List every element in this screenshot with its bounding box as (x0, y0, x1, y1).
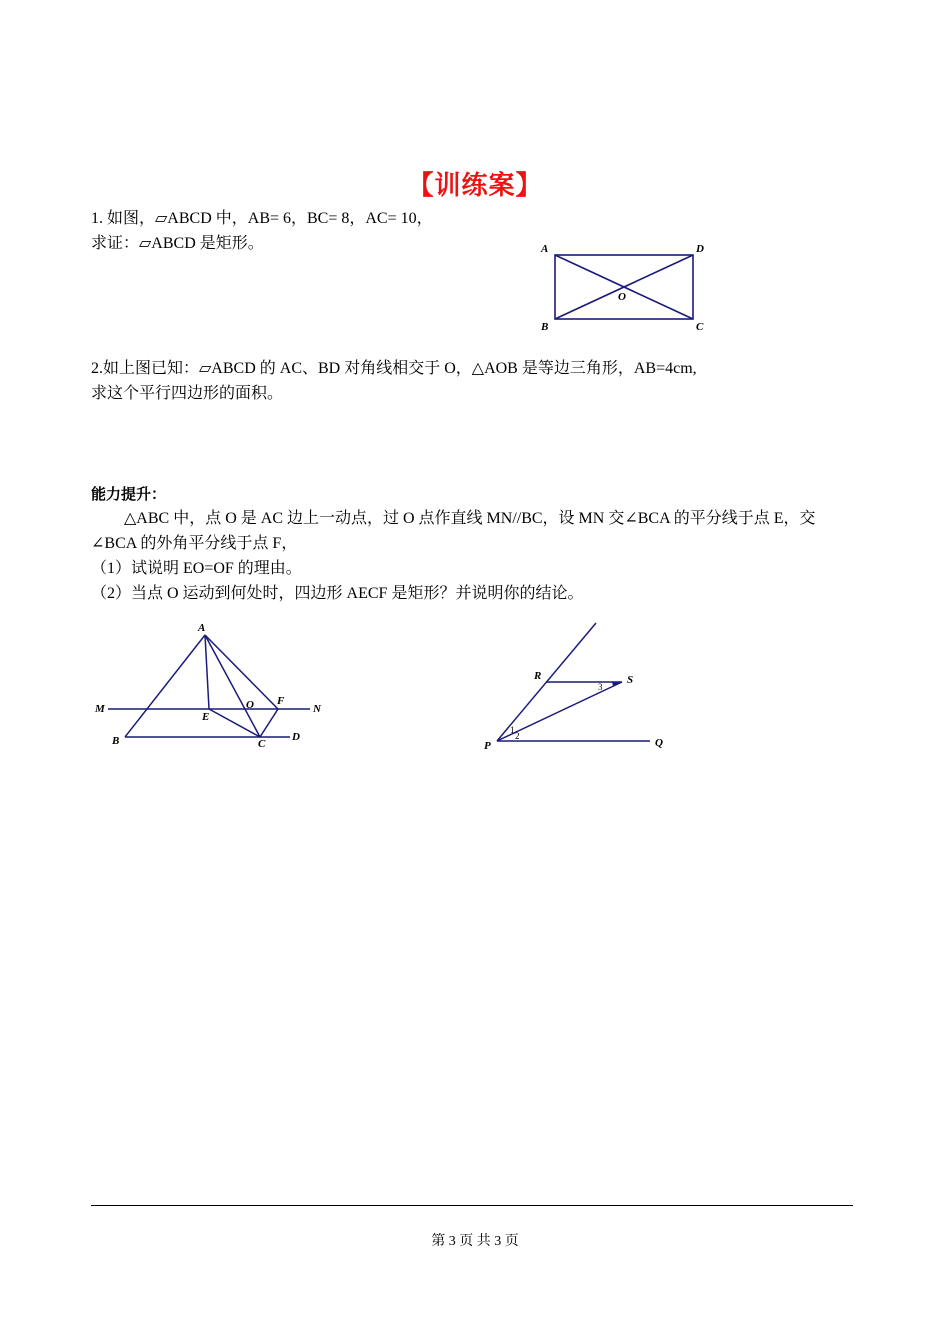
fig2-label-m: M (95, 703, 105, 715)
fig1-label-o: O (618, 291, 626, 303)
ability-line1: △ABC 中，点 O 是 AC 边上一动点，过 O 点作直线 MN//BC，设 MN 交∠BCA 的平分线于点 E，交 (124, 510, 816, 527)
fig2-label-n: N (313, 703, 321, 715)
fig3-label-p: P (484, 740, 491, 752)
page-number: 第 3 页 共 3 页 (431, 1234, 519, 1249)
ability-question1: （1）试说明 EO=OF 的理由。 (91, 560, 302, 577)
section-title: 【训练案】 (407, 171, 543, 201)
fig3-label-s: S (627, 674, 634, 686)
fig2-label-b: B (112, 735, 120, 747)
fig2-label-e: E (202, 711, 210, 723)
ability-line2: ∠BCA 的外角平分线于点 F， (91, 535, 298, 552)
fig2-label-o: O (246, 699, 254, 711)
problem1-line2: 求证：▱ABCD 是矩形。 (91, 235, 264, 252)
fig3-angle-2: 2 (515, 731, 520, 741)
fig1-label-d: D (696, 243, 704, 255)
fig2-label-f: F (277, 695, 285, 707)
fig3-angle-1: 1 (510, 725, 515, 735)
ability-question2: （2）当点 O 运动到何处时，四边形 AECF 是矩形？并说明你的结论。 (91, 585, 584, 602)
fig3-label-r: R (534, 670, 542, 682)
fig2-label-d: D (292, 731, 300, 743)
footer-rule (91, 1205, 853, 1206)
problem2-line1: 2.如上图已知：▱ABCD 的 AC、BD 对角线相交于 O，△AOB 是等边三角形，AB=4cm, (91, 360, 697, 377)
fig1-label-a: A (541, 243, 549, 255)
fig1-label-b: B (541, 321, 549, 333)
fig2-label-c: C (258, 738, 266, 750)
fig2-label-a: A (198, 622, 206, 634)
fig3-angle-3: 3 (598, 682, 603, 692)
ability-heading: 能力提升： (91, 485, 167, 503)
fig3-label-q: Q (655, 737, 663, 749)
problem1-line1: 1. 如图，▱ABCD 中，AB= 6，BC= 8，AC= 10， (91, 210, 433, 227)
fig1-label-c: C (696, 321, 704, 333)
problem2-line2: 求这个平行四边形的面积。 (91, 385, 284, 402)
